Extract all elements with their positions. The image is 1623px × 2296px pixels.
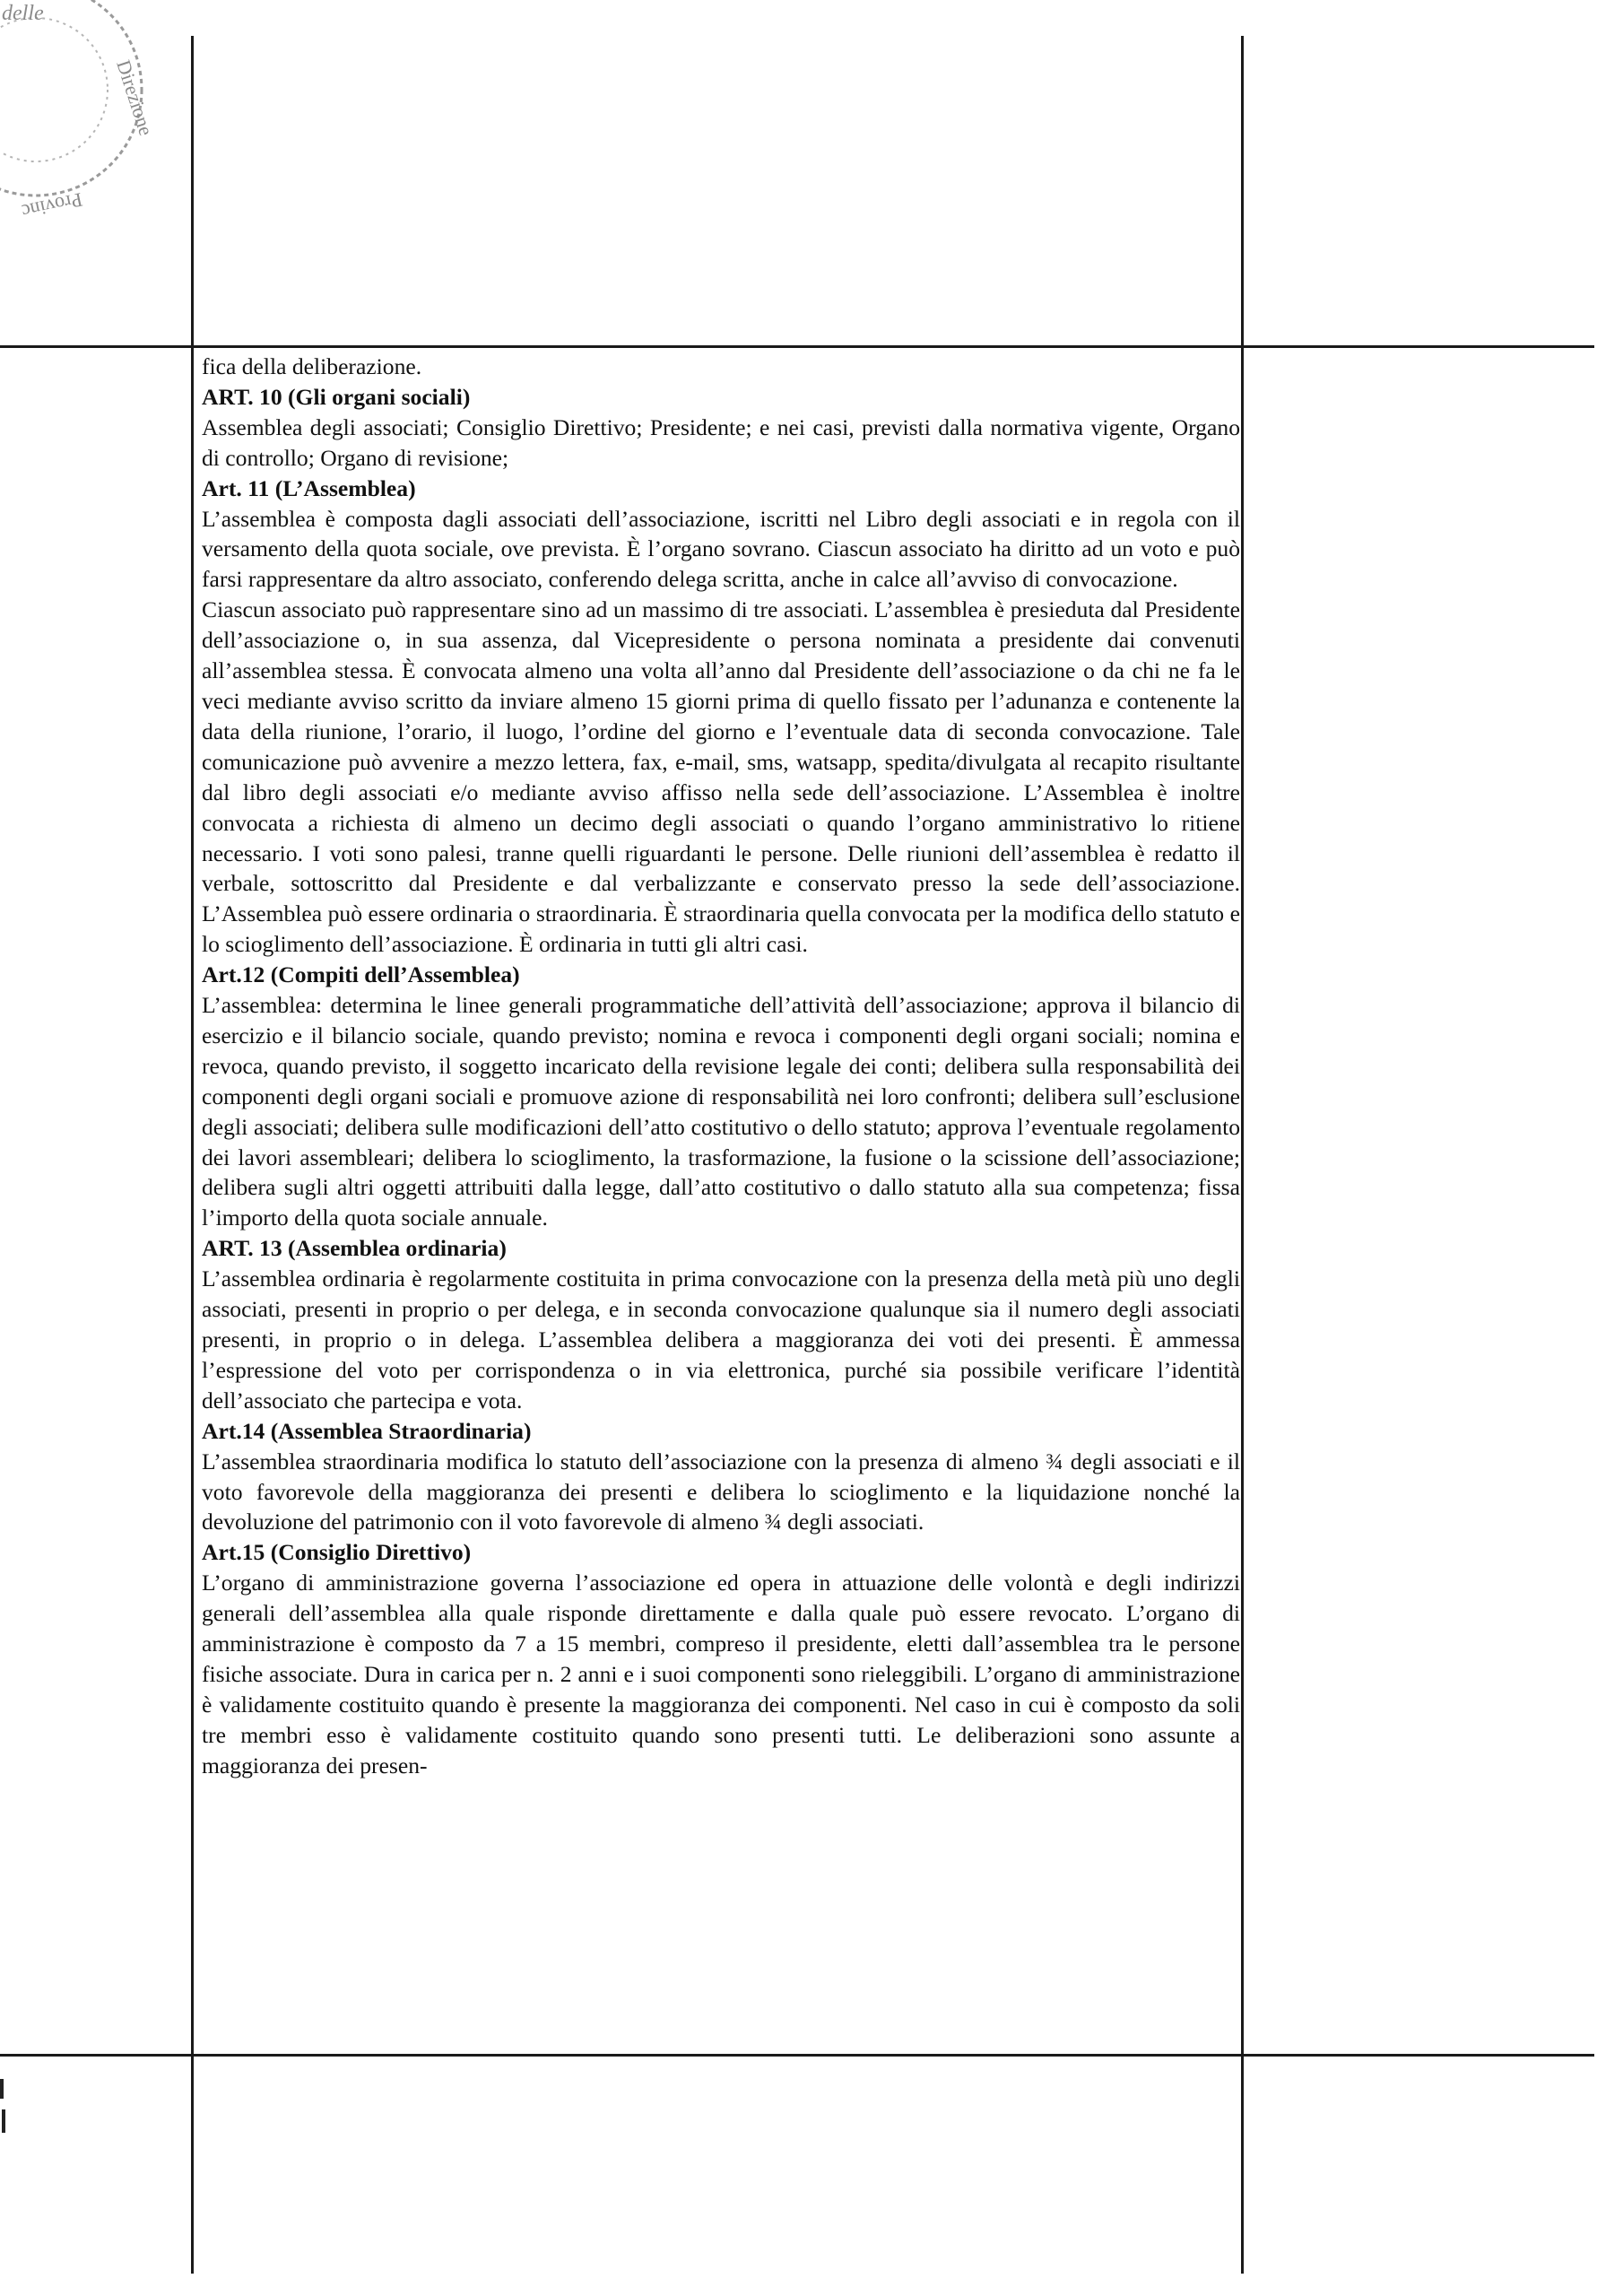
fragment-top: fica della deliberazione. bbox=[202, 353, 422, 379]
article-heading-11: Art. 11 (L’Assemblea) bbox=[202, 474, 416, 501]
document-body bbox=[202, 352, 1240, 2051]
article-paragraph: Ciascun associato può rappresentare sino ad un massimo di tre associati. L’assemblea è presieduta dal Presidente dell’associazione o, in sua assenza, dal Vicepresidente o persona nominata a presidente dai convenuti all’assemblea stessa. È convocata almeno una volta all’anno dal Presidente dell’associazione o da chi ne fa le veci mediante avviso scritto da inviare almeno 15 giorni prima di quello fissato per l’adunanza e contenente la data della riunione, l’orario, il luogo, l’ordine del giorno e l’eventuale data di seconda convocazione. Tale comunicazione può avvenire a mezzo lettera, fax, e-mail, sms, watsapp, spedita/divulgata al recapito risultante dal libro degli associati e/o mediante avviso affisso nella sede dell’associazione. L’Assemblea è inoltre convocata a richiesta di almeno un decimo degli associati o quando l’organo amministrativo lo ritiene necessario. I voti sono palesi, tranne quelli riguardanti le persone. Delle riunioni dell’assemblea è redatto il verbale, sottoscritto dal Presidente e dal verbalizzante e conservato presso la sede dell’associazione. L’Assemblea può essere ordinaria o straordinaria. È straordinaria quella convocata per la modifica dello statuto e lo scioglimento dell’associazione. È ordinaria in tutti gli altri casi. bbox=[202, 596, 1240, 958]
margin-line-left bbox=[191, 36, 194, 2274]
seal-text-top: delle bbox=[2, 2, 44, 25]
article-paragraph: L’organo di amministrazione governa l’associazione ed opera in attuazione delle volontà e degli indirizzi generali dell’assemblea alla quale risponde direttamente e dalla quale può essere revocato. L’organo di amministrazione è composto da 7 a 15 membri, compreso il presidente, eletti dall’assemblea tra le persone fisiche associate. Dura in carica per n. 2 anni e i suoi componenti sono rieleggibili. L’organo di amministrazione è validamente costituito quando è presente la maggioranza dei componenti. Nel caso in cui è composto da soli tre membri esso è validamente costituito quando sono presenti tutti. Le deliberazioni sono assunte a maggioranza dei presen- bbox=[202, 1570, 1240, 1779]
article-paragraph: L’assemblea è composta dagli associati dell’associazione, iscritti nel Libro degli associati e in regola con il versamento della quota sociale, ove prevista. È l’organo sovrano. Ciascun associato ha diritto ad un voto e può farsi rappresentare da altro associato, conferendo delega scritta, anche in calce all’avviso di convocazione. bbox=[202, 505, 1240, 593]
margin-line-bottom bbox=[0, 2054, 1594, 2057]
article-paragraph: L’assemblea ordinaria è regolarmente costituita in prima convocazione con la presenza della metà più uno degli associati, presenti in proprio o per delega, e in seconda convocazione qualunque sia il numero degli associati presenti, in proprio o in delega. L’assemblea delibera a maggioranza dei voti dei presenti. È ammessa l’espressione del voto per corrispondenza o in via elettronica, purché sia possibile verificare l’identità dell’associato che partecipa e vota. bbox=[202, 1265, 1240, 1413]
article-heading-15: Art.15 (Consiglio Direttivo) bbox=[202, 1539, 472, 1566]
stamp-seal bbox=[0, 0, 158, 224]
article-paragraph: L’assemblea: determina le linee generali programmatiche dell’attività dell’associazione; approva il bilancio di esercizio e il bilancio sociale, quando previsto; nomina e revoca i componenti degli organi sociali; nomina e revoca, quando previsto, il soggetto incaricato della revisione legale dei conti; delibera sulla responsabilità dei componenti degli organi sociali e promuove azione di responsabilità nei loro confronti; delibera sull’esclusione degli associati; delibera sulle modificazioni dell’atto costitutivo o dello statuto; approva l’eventuale regolamento dei lavori assembleari; delibera lo scioglimento, la trasformazione, la fusione o la scissione dell’associazione; delibera sugli altri oggetti attribuiti dalla legge, dall’atto costitutivo o dallo statuto alla sua competenza; fissa l’importo della quota sociale annuale. bbox=[202, 992, 1240, 1231]
article-heading-10: ART. 10 (Gli organi sociali) bbox=[202, 383, 471, 410]
seal-text-bottom: Provinc bbox=[20, 188, 85, 223]
article-heading-13: ART. 13 (Assemblea ordinaria) bbox=[202, 1235, 507, 1262]
article-heading-12: Art.12 (Compiti dell’Assemblea) bbox=[202, 961, 520, 988]
seal-text-right: Direzione bbox=[112, 57, 158, 139]
article-paragraph: L’assemblea straordinaria modifica lo statuto dell’associazione con la presenza di almeno ¾ degli associati e il voto favorevole della maggioranza dei presenti e delibera lo scioglimento e la liquidazione nonché la devoluzione del patrimonio con il voto favorevole di almeno ¾ degli associati. bbox=[202, 1448, 1240, 1535]
article-paragraph: Assemblea degli associati; Consiglio Direttivo; Presidente; e nei casi, previsti dalla normativa vigente, Organo di controllo; Organo di revisione; bbox=[202, 413, 1240, 471]
scan-mark bbox=[0, 2079, 4, 2099]
scan-mark bbox=[2, 2109, 5, 2133]
article-heading-14: Art.14 (Assemblea Straordinaria) bbox=[202, 1417, 532, 1444]
margin-line-top bbox=[0, 345, 1594, 348]
margin-line-right bbox=[1241, 36, 1244, 2274]
